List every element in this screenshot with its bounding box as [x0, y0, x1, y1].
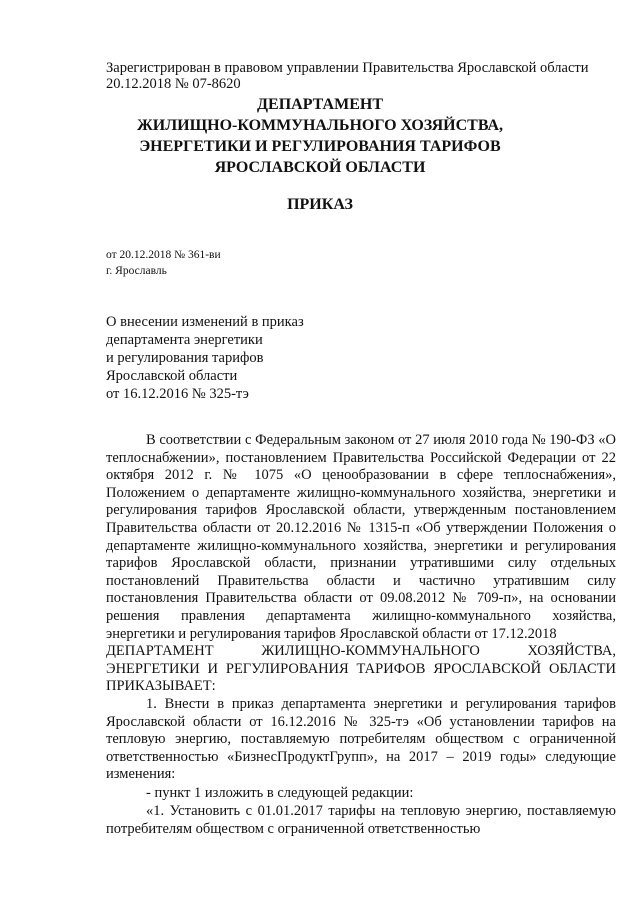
registration-number: 20.12.2018 № 07-8620 — [106, 76, 241, 92]
quote-text: «1. Установить с 01.01.2017 тарифы на тепловую энергию, поставляемую потребителям обществом с ограниченной ответственностью — [106, 803, 616, 837]
department-title-line3: ЭНЕРГЕТИКИ И РЕГУЛИРОВАНИЯ ТАРИФОВ — [139, 138, 501, 155]
department-title-line2: ЖИЛИЩНО-КОММУНАЛЬНОГО ХОЗЯЙСТВА, — [136, 117, 504, 134]
item-1-text: 1. Внести в приказ департамента энергетики и регулирования тарифов Ярославской области от 16.12.2016 № 325-тэ «Об установлении тарифов на тепловую энергию, поставляемую потребителям обществом с ограниченной ответственностью «БизнесПродуктГрупп», на 2017 – 2019 годы» следующие изменения: — [106, 696, 616, 783]
preamble-paragraph — [106, 432, 616, 643]
subject-line: О внесении изменений в приказ — [106, 314, 304, 330]
subject-line: Ярославской области — [106, 368, 238, 384]
subject-line: департамента энергетики — [106, 332, 263, 348]
document-type: ПРИКАЗ — [287, 196, 353, 213]
order-date-number: от 20.12.2018 № 361-ви — [106, 249, 221, 261]
department-title-line4: ЯРОСЛАВСКОЙ ОБЛАСТИ — [214, 159, 426, 176]
subject-line: и регулирования тарифов — [106, 350, 264, 366]
subitem-text: - пункт 1 изложить в следующей редакции: — [146, 785, 414, 801]
preamble-text: В соответствии с Федеральным законом от 27 июля 2010 года № 190-ФЗ «О теплоснабжении», постановлением Правительства Российской Федерации от 22 октября 2012 г. № 1075 «О ценообразовании в сфере теплоснабжения», Положением о департаменте жилищно-коммунального хозяйства, энергетики и регулирования тарифов Ярославской области, утвержденным постановлением Правительства области от 20.12.2016 № 1315-п «Об утверждении Положения о департаменте жилищно-коммунального хозяйства, энергетики и регулирования тарифов Ярославской области, признании утратившими силу отдельных постановлений Правительства области и частично утратившим силу постановления Правительства области от 09.08.2012 № 709-п», на основании решения правления департамента жилищно-коммунального хозяйства, энергетики и регулирования тарифов Ярославской области от 17.12.2018 — [106, 432, 616, 642]
quote-paragraph — [106, 803, 616, 838]
orders-paragraph — [106, 643, 616, 696]
orders-text: ДЕПАРТАМЕНТ ЖИЛИЩНО-КОММУНАЛЬНОГО ХОЗЯЙСТВА, ЭНЕРГЕТИКИ И РЕГУЛИРОВАНИЯ ТАРИФОВ ЯРОСЛАВСКОЙ ОБЛАСТИ ПРИКАЗЫВАЕТ: — [106, 643, 616, 695]
subitem-paragraph — [106, 785, 616, 803]
item-1-paragraph — [106, 696, 616, 784]
order-city: г. Ярославль — [106, 265, 167, 277]
department-title-line1: ДЕПАРТАМЕНТ — [257, 96, 383, 113]
registration-line: Зарегистрирован в правовом управлении Правительства Ярославской области — [106, 60, 589, 76]
subject-line: от 16.12.2016 № 325-тэ — [106, 386, 249, 402]
